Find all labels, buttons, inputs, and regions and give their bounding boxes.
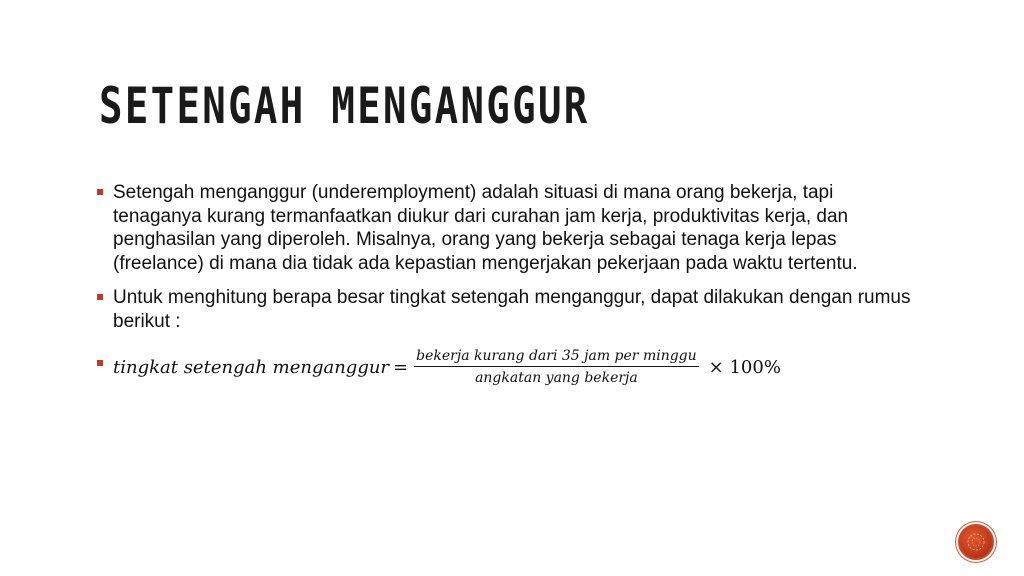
bullet-item-formula [97, 344, 927, 390]
slide-nav-icon [966, 532, 986, 552]
slide-nav-button[interactable] [958, 524, 994, 560]
formula-denominator: angkatan yang bekerja [475, 370, 638, 386]
formula-lhs: tingkat setengah menganggur [113, 356, 390, 378]
slide-title: SETENGAH MENGANGGUR [99, 77, 590, 135]
bullet-text-intro-formula: Untuk menghitung berapa besar tingkat setengah menganggur, dapat dilakukan dengan rumus berikut : [113, 287, 911, 332]
bullet-marker [97, 360, 103, 366]
bullet-marker [97, 294, 103, 300]
bullet-item-definition [97, 181, 927, 275]
formula-fraction [414, 348, 699, 386]
formula-equals: = [393, 356, 409, 378]
bullet-item-intro-formula [97, 286, 927, 333]
slide-body [97, 181, 927, 390]
formula-multiplier: × 100% [708, 356, 781, 378]
bullet-marker [97, 189, 103, 195]
bullet-text-definition: Setengah menganggur (underemployment) adalah situasi di mana orang bekerja, tapi tenaganya kurang termanfaatkan diukur dari curahan jam kerja, produktivitas kerja, dan penghasilan yang diperoleh. Misalnya, orang yang bekerja sebagai tenaga kerja lepas (freelance) di mana dia tidak ada kepastian mengerjakan pekerjaan pada waktu tertentu. [113, 182, 858, 274]
formula-numerator: bekerja kurang dari 35 jam per minggu [414, 348, 699, 367]
formula [113, 344, 927, 390]
